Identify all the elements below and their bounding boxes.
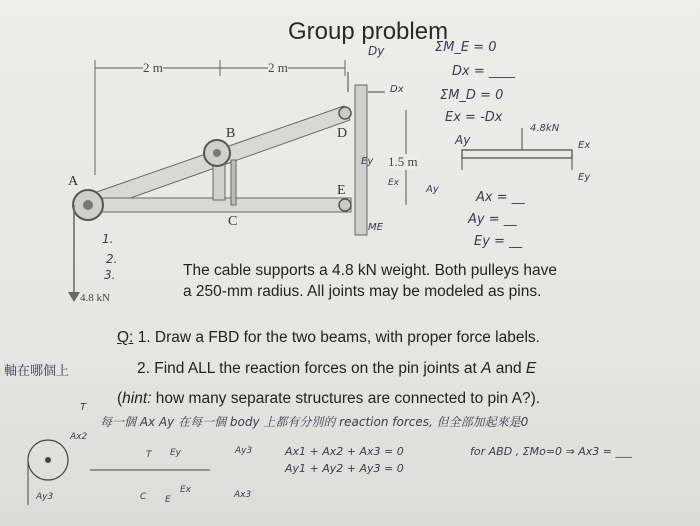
caption-line-2: a 250-mm radius. All joints may be modeled as pins. — [183, 283, 542, 300]
sketch-ey: Ey — [170, 448, 182, 458]
hint-rest: how many separate structures are connected to pin A?). — [151, 390, 541, 407]
label-ay-col: Ay — [426, 184, 439, 195]
hand-ex: Ex = -Dx — [445, 110, 503, 125]
label-dy: Dy — [368, 44, 385, 58]
question-2 — [137, 360, 700, 378]
dimension-vertical: 1.5 m — [388, 154, 418, 169]
label-me: ME — [368, 222, 383, 233]
sketch-ax2: Ax2 — [70, 432, 88, 442]
sketch-ay3-left: Ay3 — [36, 492, 54, 502]
q2-e: E — [525, 360, 537, 377]
point-label-a: A — [68, 174, 79, 189]
hint-line — [117, 390, 687, 408]
step-1: 1. — [102, 232, 114, 246]
point-label-c: C — [228, 214, 238, 229]
label-dx: Dx — [390, 84, 404, 95]
hand-sum-md: ΣM_D = 0 — [440, 88, 504, 103]
answer-ay: Ay = __ — [468, 212, 517, 227]
label-ey-col: Ey — [361, 156, 374, 167]
point-label-d: D — [337, 126, 348, 141]
caption-line-1: The cable supports a 4.8 kN weight. Both pulleys have — [183, 262, 557, 279]
for-abd-note: for ABD , ΣMo=0 ⇒ Ax3 = ___ — [470, 445, 632, 458]
weight-label: 4.8 kN — [80, 292, 110, 304]
q-prefix: Q: — [117, 329, 134, 346]
answer-ey: Ey = __ — [474, 234, 523, 249]
label-ex-col: Ex — [388, 178, 400, 188]
q2-a: A — [481, 360, 492, 377]
q2-and: and — [491, 360, 526, 377]
sketch-ax3: Ax3 — [234, 490, 252, 500]
left-note: 軸在哪個上 — [4, 364, 70, 379]
sketch-e: E — [165, 495, 171, 505]
equation-x: Ax1 + Ax2 + Ax3 = 0 — [285, 445, 404, 458]
bottom-note: 每一個 Ax Ay 在每一個 body 上都有分別的 reaction forces, 但全部加起來是0 — [100, 415, 529, 429]
point-label-b: B — [226, 126, 236, 141]
page-title: Group problem — [288, 18, 449, 45]
hand-dx: Dx = ____ — [452, 64, 515, 79]
sketch-t-mid: T — [146, 450, 152, 460]
fbd-label-ey: Ey — [578, 172, 591, 183]
fbd-label-ay: Ay — [455, 133, 471, 147]
hint-open: ( — [117, 390, 123, 407]
dimension-right: 2 m — [268, 60, 288, 75]
q2-start: 2. Find ALL the reaction forces on the pin joints at — [137, 360, 482, 377]
hand-sum-me: ΣM_E = 0 — [435, 40, 497, 55]
problem-caption — [183, 260, 613, 302]
step-3: 3. — [104, 268, 116, 282]
sketch-ay3-right: Ay3 — [235, 446, 253, 456]
point-label-e: E — [337, 183, 346, 198]
equation-y: Ay1 + Ay2 + Ay3 = 0 — [285, 462, 404, 475]
fbd-label-load: 4.8kN — [530, 123, 560, 134]
sketch-t-top: T — [80, 402, 87, 413]
sketch-ex: Ex — [180, 485, 192, 495]
dimension-left: 2 m — [143, 60, 163, 75]
hint-word: hint: — [122, 390, 152, 407]
sketch-c: C — [140, 492, 147, 502]
step-2: 2. — [106, 252, 118, 266]
answer-ax: Ax = __ — [476, 190, 525, 205]
q1-text: 1. Draw a FBD for the two beams, with proper force labels. — [137, 329, 540, 346]
question-1 — [117, 329, 687, 347]
fbd-label-ex: Ex — [578, 140, 591, 151]
